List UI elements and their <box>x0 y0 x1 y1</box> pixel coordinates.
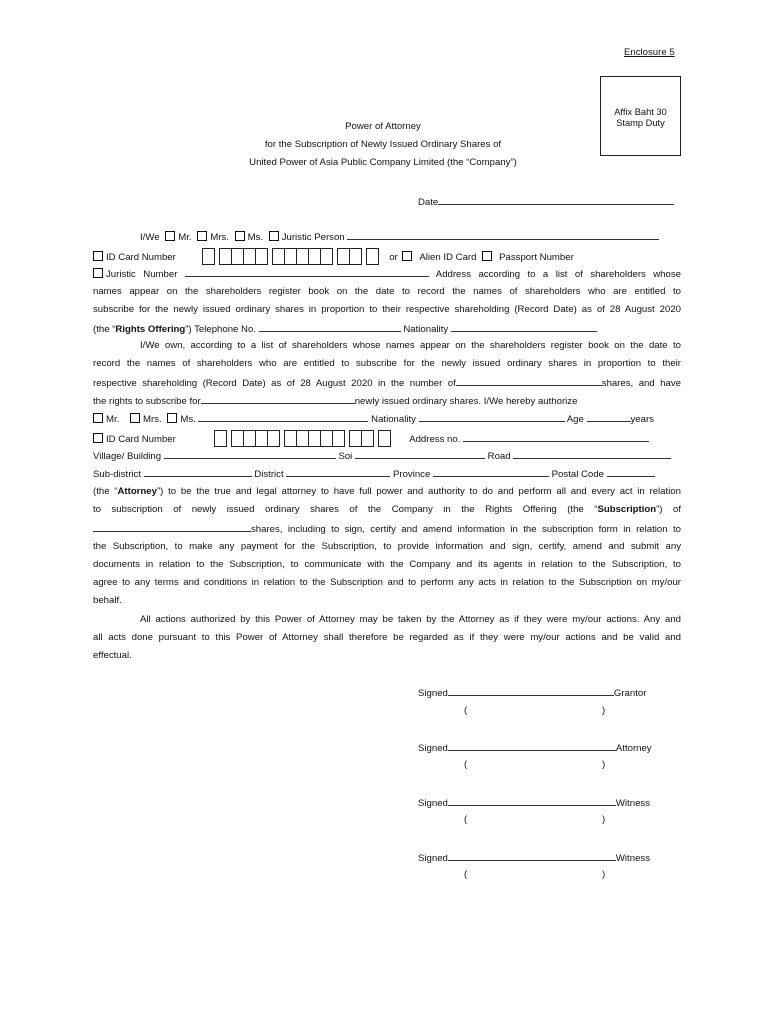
id-card-label: ID Card Number <box>106 252 176 263</box>
telephone-input[interactable] <box>259 322 401 332</box>
own-line-3-pre: respective shareholding (Record Date) as of 28 August 2020 in the number of <box>93 378 456 389</box>
subscription-shares-input[interactable] <box>93 522 251 532</box>
road-input[interactable] <box>513 449 671 459</box>
village-label: Village/ Building <box>93 451 162 462</box>
para2-line-3: effectual. <box>93 650 132 661</box>
juristic-person-label: Juristic Person <box>281 232 345 243</box>
grantor-paren-close: ) <box>602 705 606 716</box>
attorney-mr-checkbox[interactable] <box>93 413 103 423</box>
own-line-4-pre: the rights to subscribe for <box>93 396 201 407</box>
witness-2-signature-input[interactable] <box>448 851 616 861</box>
witness-2-role-label: Witness <box>615 853 650 864</box>
telephone-label: ”) Telephone No. <box>185 324 256 335</box>
body-line-4: the Subscription, to make any payment for the Subscription, to provide information and sign, certify, amend and submit any <box>93 541 681 552</box>
address-no-label: Address no. <box>409 434 461 445</box>
body-line-5: documents in relation to the Subscription, to communicate with the Company and its agents in relation to the Subscription, to <box>93 559 681 570</box>
rights-offering-term: Rights Offering <box>115 324 186 335</box>
own-line-3-post: shares, and have <box>601 378 681 389</box>
attorney-id-boxes[interactable] <box>215 430 391 447</box>
attorney-paren-open: ( <box>464 759 468 770</box>
body-line-2 <box>93 504 681 517</box>
signed-label: Signed <box>418 688 448 699</box>
district-input[interactable] <box>286 467 390 477</box>
signed-label: Signed <box>418 798 448 809</box>
rights-shares-input[interactable] <box>201 394 355 404</box>
attorney-nationality-input[interactable] <box>419 412 565 422</box>
alien-id-label: Alien ID Card <box>419 252 477 263</box>
subscription-term: Subscription <box>597 504 657 515</box>
witness-2-paren-close: ) <box>602 869 606 880</box>
body-line-2-post: ”) of <box>656 504 681 515</box>
body-line-6: agree to any terms and conditions in relation to the Subscription and to perform any acts in relation to the Subscription on my/our <box>93 577 681 588</box>
mr-checkbox[interactable] <box>165 231 175 241</box>
village-input[interactable] <box>164 449 336 459</box>
attorney-signature-input[interactable] <box>448 741 616 751</box>
own-line-4 <box>93 394 577 407</box>
attorney-name-input[interactable] <box>198 412 368 422</box>
grantor-role-label: Grantor <box>613 688 647 699</box>
grantor-signature-input[interactable] <box>448 686 614 696</box>
juristic-number-label: Juristic Number <box>106 269 178 280</box>
body-line-3-text: shares, including to sign, certify and amend information in the subscription form in relation to <box>251 524 681 535</box>
province-input[interactable] <box>433 467 549 477</box>
juristic-person-checkbox[interactable] <box>269 231 279 241</box>
subdistrict-input[interactable] <box>144 467 252 477</box>
mr-label: Mr. <box>178 232 192 243</box>
attorney-id-row <box>93 430 649 447</box>
title-line-2: for the Subscription of Newly Issued Ordinary Shares of <box>264 139 502 150</box>
attorney-ms-label: Ms. <box>180 414 196 425</box>
date-field <box>418 195 674 208</box>
attorney-village-row <box>93 449 671 462</box>
body-line-2-pre: to subscription of newly issued ordinary shares of the Company in the Rights Offering (the “ <box>93 504 598 515</box>
passport-checkbox[interactable] <box>482 251 492 261</box>
signature-grantor <box>418 686 646 699</box>
attorney-mr-label: Mr. <box>106 414 120 425</box>
postal-code-label: Postal Code <box>551 469 604 480</box>
attorney-age-input[interactable] <box>587 412 631 422</box>
attorney-mrs-checkbox[interactable] <box>130 413 140 423</box>
ms-label: Ms. <box>247 232 264 243</box>
grantor-phone-row <box>93 322 597 335</box>
own-line-1-text: I/We own, according to a list of shareholders whose names appear on the shareholders register book on the date to <box>140 340 681 351</box>
title-line-1: Power of Attorney <box>345 121 421 132</box>
title-line-3: United Power of Asia Public Company Limited (the “Company”) <box>249 157 517 168</box>
signed-label: Signed <box>418 853 448 864</box>
mrs-checkbox[interactable] <box>197 231 207 241</box>
years-label: years <box>630 414 654 425</box>
enclosure-label: Enclosure 5 <box>624 47 675 58</box>
juristic-number-checkbox[interactable] <box>93 268 103 278</box>
para2-line-2: all acts done pursuant to this Power of Attorney shall therefore be regarded as if they were my/our actions and be valid and <box>93 632 681 643</box>
attorney-paren-close: ) <box>602 759 606 770</box>
address-no-input[interactable] <box>463 432 649 442</box>
witness-2-paren-open: ( <box>464 869 468 880</box>
grantor-id-row <box>93 248 574 265</box>
attorney-mrs-label: Mrs. <box>143 414 162 425</box>
body-line-1-post: ”) to be the true and legal attorney to have full power and authority to do and perform all and every act in relation <box>156 486 681 497</box>
stamp-line-1: Affix Baht 30 <box>614 107 667 117</box>
body-line-3 <box>93 522 681 535</box>
body-line-7: behalf. <box>93 595 122 606</box>
attorney-id-checkbox[interactable] <box>93 433 103 443</box>
grantor-id-boxes[interactable] <box>203 248 379 265</box>
road-label: Road <box>487 451 511 462</box>
nationality-label: Nationality <box>403 324 449 335</box>
witness-1-role-label: Witness <box>615 798 650 809</box>
attorney-term: Attorney <box>117 486 157 497</box>
witness-1-paren-close: ) <box>602 814 606 825</box>
mrs-label: Mrs. <box>210 232 229 243</box>
date-input[interactable] <box>438 195 674 205</box>
iwe-label: I/We <box>140 232 160 243</box>
para2-line-1 <box>140 614 681 627</box>
attorney-district-row <box>93 467 655 480</box>
para2-line-1-text: All actions authorized by this Power of Attorney may be taken by the Attorney as if they were my/our actions. Any and <box>140 614 681 625</box>
postal-code-input[interactable] <box>607 467 655 477</box>
grantor-name-input[interactable] <box>347 230 659 240</box>
nationality-input[interactable] <box>451 322 597 332</box>
grantor-juristic-row <box>93 267 681 280</box>
signed-label: Signed <box>418 743 448 754</box>
grantor-paren-open: ( <box>464 705 468 716</box>
grantor-line-5: subscribe for the newly issued ordinary shares in proportion to their respective shareholding (Record Date) as of 28 August 2020 <box>93 304 681 315</box>
signature-witness-2 <box>418 851 650 864</box>
signature-witness-1 <box>418 796 650 809</box>
rights-offering-pre: (the “ <box>93 324 116 335</box>
or-label: or <box>389 252 398 263</box>
witness-1-paren-open: ( <box>464 814 468 825</box>
grantor-title-row <box>140 230 659 243</box>
attorney-id-label: ID Card Number <box>106 434 176 445</box>
date-label: Date <box>418 197 439 208</box>
own-line-3 <box>93 376 681 389</box>
alien-id-checkbox[interactable] <box>402 251 412 261</box>
attorney-nationality-label: Nationality <box>371 414 416 425</box>
body-line-1 <box>93 486 681 499</box>
passport-label: Passport Number <box>499 252 574 263</box>
body-line-1-pre: (the “ <box>93 486 118 497</box>
district-label: District <box>254 469 284 480</box>
province-label: Province <box>392 469 431 480</box>
own-line-4-post: newly issued ordinary shares. I/We hereby authorize <box>354 396 578 407</box>
stamp-line-2: Stamp Duty <box>616 118 665 128</box>
id-card-checkbox[interactable] <box>93 251 103 261</box>
own-line-2: record the names of shareholders who are entitled to subscribe for the newly issued ordinary shares in proportion to their <box>93 358 681 369</box>
attorney-age-label: Age <box>566 414 584 425</box>
ms-checkbox[interactable] <box>235 231 245 241</box>
attorney-role-label: Attorney <box>615 743 652 754</box>
soi-label: Soi <box>338 451 353 462</box>
attorney-name-row <box>93 412 654 425</box>
grantor-line-4: names appear on the shareholders register book on the date to record the names of shareholders who are entitled to <box>93 286 681 297</box>
own-line-1 <box>140 340 681 353</box>
juristic-number-input[interactable] <box>185 267 429 277</box>
shares-owned-input[interactable] <box>456 376 602 386</box>
signature-attorney <box>418 741 652 754</box>
address-text: Address according to a list of shareholders whose <box>435 269 681 280</box>
subdistrict-label: Sub-district <box>93 469 141 480</box>
soi-input[interactable] <box>355 449 485 459</box>
attorney-ms-checkbox[interactable] <box>167 413 177 423</box>
witness-1-signature-input[interactable] <box>448 796 616 806</box>
